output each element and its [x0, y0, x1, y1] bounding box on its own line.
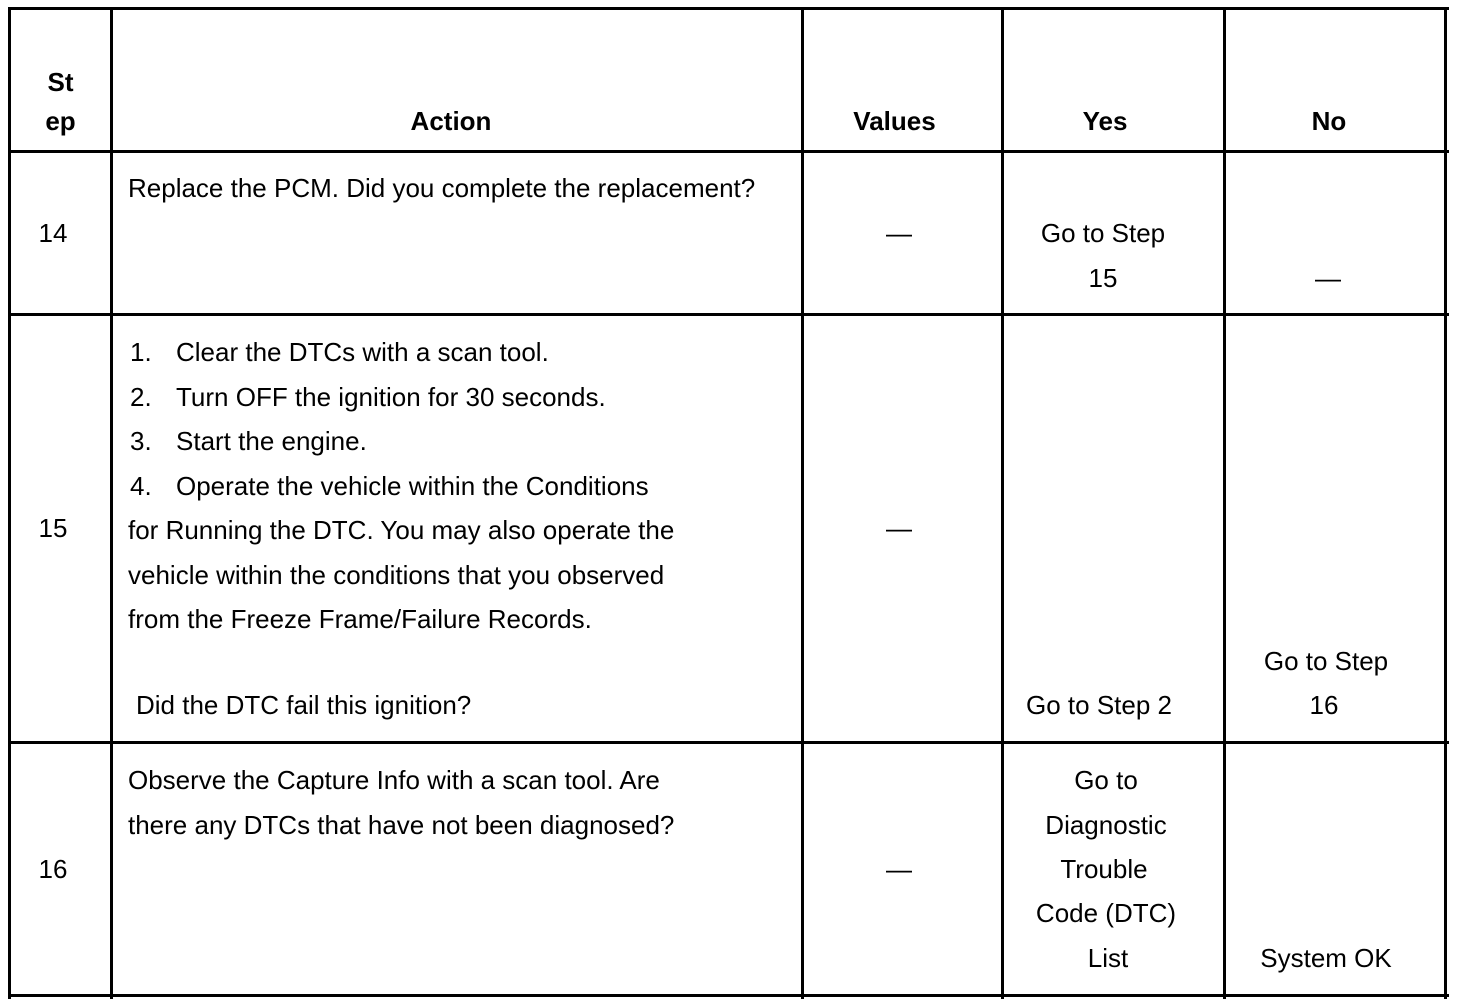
step-number-15: 15: [38, 513, 68, 543]
table-border-top: [8, 7, 1449, 10]
yes-goto-16-line1: Go to: [1074, 765, 1138, 795]
step-number-14: 14: [38, 218, 68, 248]
yes-goto-14-line1: Go to Step: [1040, 218, 1166, 248]
header-no: No: [1311, 106, 1347, 136]
action-text-16-line2: there any DTCs that have not been diagnosed?: [128, 810, 675, 840]
header-step-line1: St: [47, 67, 74, 97]
yes-goto-14-line2: 15: [1088, 263, 1118, 293]
column-divider-yes: [1223, 7, 1226, 999]
header-divider: [8, 150, 1449, 153]
list-item: [128, 375, 674, 420]
list-item-number: 3.: [130, 426, 152, 456]
action-text-16-line1: Observe the Capture Info with a scan tool. Are: [128, 765, 660, 795]
no-goto-15-line2: 16: [1309, 690, 1339, 720]
values-dash-15: —: [886, 513, 912, 543]
values-dash-14: —: [886, 218, 912, 248]
list-continuation-line: from the Freeze Frame/Failure Records.: [128, 604, 592, 634]
no-dash-14: —: [1315, 263, 1341, 293]
list-item: [128, 464, 674, 509]
yes-goto-16-line5: List: [1087, 943, 1129, 973]
header-yes: Yes: [1082, 106, 1128, 136]
list-item-text: Operate the vehicle within the Conditions: [176, 470, 649, 501]
row-divider-14: [8, 313, 1449, 316]
yes-goto-16-line3: Trouble: [1060, 854, 1148, 884]
yes-goto-15: Go to Step 2: [1026, 690, 1172, 720]
list-item-text: Start the engine.: [176, 426, 367, 456]
yes-goto-16-line2: Diagnostic: [1045, 810, 1167, 840]
step-number-16: 16: [38, 854, 68, 884]
row-divider-15: [8, 741, 1449, 744]
header-step-line2: ep: [45, 106, 76, 136]
action-text-14: Replace the PCM. Did you complete the replacement?: [128, 173, 756, 203]
yes-goto-16-line4: Code (DTC): [1035, 898, 1177, 928]
list-continuation-line: for Running the DTC. You may also operate the: [128, 515, 675, 545]
values-dash-16: —: [886, 854, 912, 884]
list-item: [128, 330, 674, 375]
table-border-bottom: [8, 994, 1449, 997]
no-goto-15-line1: Go to Step: [1263, 646, 1389, 676]
action-steps-15: [128, 330, 674, 642]
list-continuation-line: vehicle within the conditions that you observed: [128, 559, 665, 590]
list-item: [128, 419, 674, 464]
header-values: Values: [853, 106, 936, 136]
list-item-text: Clear the DTCs with a scan tool.: [176, 337, 549, 367]
column-divider-step: [110, 7, 113, 999]
question-15: Did the DTC fail this ignition?: [136, 690, 472, 720]
no-system-ok-16: System OK: [1260, 943, 1392, 973]
header-action: Action: [410, 106, 492, 136]
list-item-number: 1.: [130, 337, 152, 367]
list-item-text: Turn OFF the ignition for 30 seconds.: [176, 381, 606, 412]
table-border-right: [1444, 7, 1447, 999]
list-item-number: 4.: [130, 470, 152, 501]
list-item-number: 2.: [130, 381, 152, 412]
